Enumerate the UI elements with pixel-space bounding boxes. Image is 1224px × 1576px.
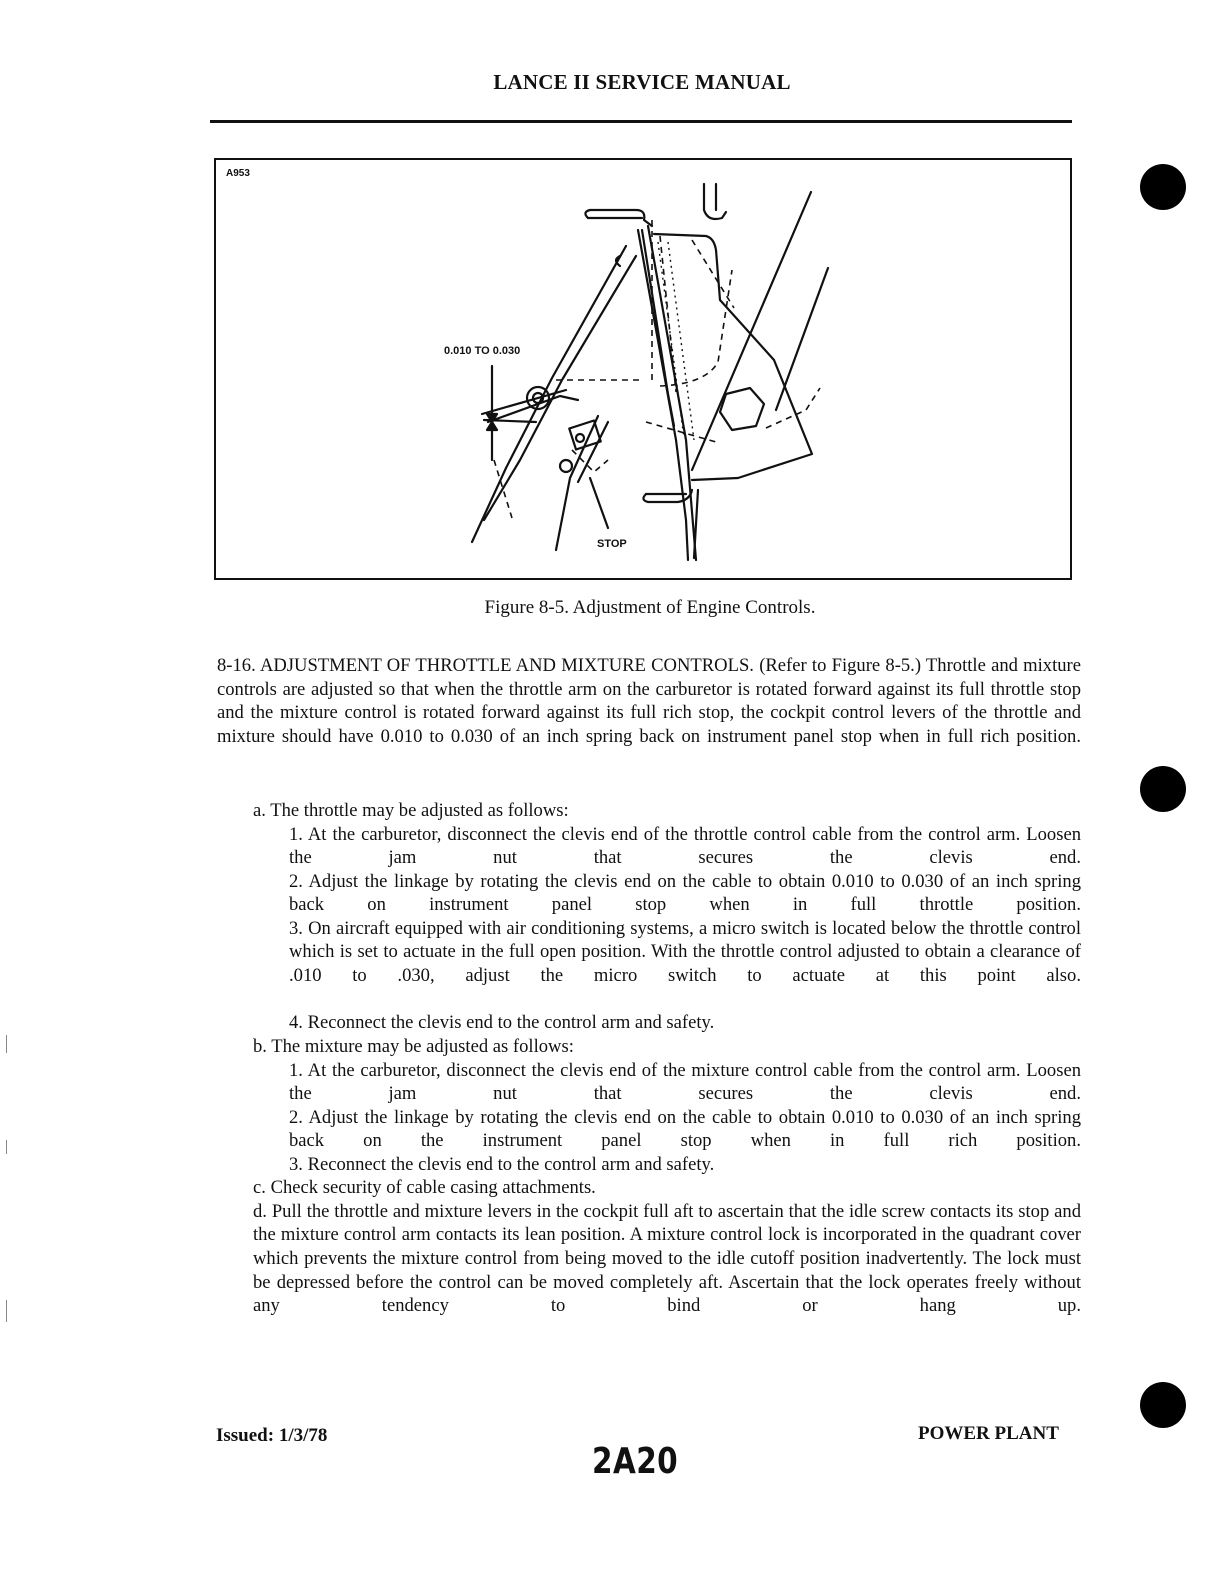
- step-a-label: a.: [253, 800, 266, 821]
- paragraph-intro: [217, 654, 1081, 795]
- engine-controls-diagram: [216, 160, 1070, 578]
- step-d-text: Pull the throttle and mixture levers in the cockpit full aft to ascertain that the idle screw contacts its stop and the mixture control arm contacts its lean position. A mixture control lock is incorporated in the quadrant cover which prevents the mixture control from being moved to the idle cutoff position inadvertently. The lock must be depressed before the control can be moved completely aft. Ascertain that the lock operates freely without any tendency to bind or hang up.: [253, 1200, 1081, 1317]
- step-c: [217, 1176, 1081, 1200]
- margin-mark: [6, 1035, 7, 1053]
- binder-hole-bottom: [1140, 1382, 1186, 1428]
- page-code: 2A20: [592, 1441, 679, 1482]
- intro-text: (Refer to Figure 8-5.) Throttle and mixture controls are adjusted so that when the throttle arm on the carburetor is rotated forward against its full throttle stop and the mixture control is rotated forward against its full rich stop, the cockpit control levers of the throttle and mixture should have 0.010 to 0.030 of an inch spring back on instrument panel stop when in full rich position.: [217, 655, 1081, 747]
- section-8-16: [217, 654, 1081, 795]
- step-c-text: Check security of cable casing attachments.: [270, 1177, 596, 1199]
- page-header-title: LANCE II SERVICE MANUAL: [493, 70, 791, 94]
- step-b-text: The mixture may be adjusted as follows:: [271, 1036, 574, 1057]
- step-a1: 1. At the carburetor, disconnect the clevis end of the throttle control cable from the control arm. Loosen the jam nut that secures the clevis end.: [289, 823, 1081, 869]
- step-a3: 3. On aircraft equipped with air conditioning systems, a micro switch is located below the throttle control which is set to actuate in the full open position. With the throttle control adjusted to obtain a clearance of .010 to .030, adjust the micro switch to actuate at this point also.: [289, 917, 1081, 986]
- step-a2: 2. Adjust the linkage by rotating the clevis end on the cable to obtain 0.010 to 0.030 of an inch spring back on instrument panel stop when in full throttle position.: [289, 870, 1081, 916]
- step-a4: 4. Reconnect the clevis end to the control arm and safety.: [289, 1011, 715, 1033]
- step-b-label: b.: [253, 1036, 267, 1057]
- section-name: POWER PLANT: [918, 1423, 1059, 1444]
- figure-caption: Figure 8-5. Adjustment of Engine Controls.: [484, 597, 816, 618]
- step-a-text: The throttle may be adjusted as follows:: [270, 800, 569, 821]
- clearance-callout: 0.010 TO 0.030: [444, 345, 521, 357]
- figure-8-5: [214, 158, 1072, 580]
- step-b3: 3. Reconnect the clevis end to the control arm and safety.: [289, 1153, 715, 1175]
- section-heading: 8-16. ADJUSTMENT OF THROTTLE AND MIXTURE CONTROLS.: [217, 655, 754, 676]
- step-a-list: [217, 799, 1081, 1034]
- margin-mark: [6, 1300, 7, 1322]
- step-b2: 2. Adjust the linkage by rotating the clevis end on the cable to obtain 0.010 to 0.030 of an inch spring back on the instrument panel stop when in full rich position.: [289, 1106, 1081, 1152]
- figure-id: A953: [226, 168, 250, 179]
- step-d-label: d.: [253, 1200, 267, 1222]
- step-b: [217, 1035, 1081, 1059]
- issued-date: Issued: 1/3/78: [216, 1425, 328, 1446]
- step-c-label: c.: [253, 1177, 266, 1199]
- header-rule: [210, 120, 1072, 123]
- step-b-list: [217, 1035, 1081, 1341]
- stop-callout: STOP: [597, 538, 627, 550]
- step-d: [217, 1200, 1081, 1341]
- binder-hole-middle: [1140, 766, 1186, 812]
- step-b1: 1. At the carburetor, disconnect the clevis end of the mixture control cable from the control arm. Loosen the jam nut that secures the clevis end.: [289, 1059, 1081, 1105]
- margin-mark: [6, 1140, 7, 1154]
- binder-hole-top: [1140, 164, 1186, 210]
- step-a: [217, 799, 1081, 823]
